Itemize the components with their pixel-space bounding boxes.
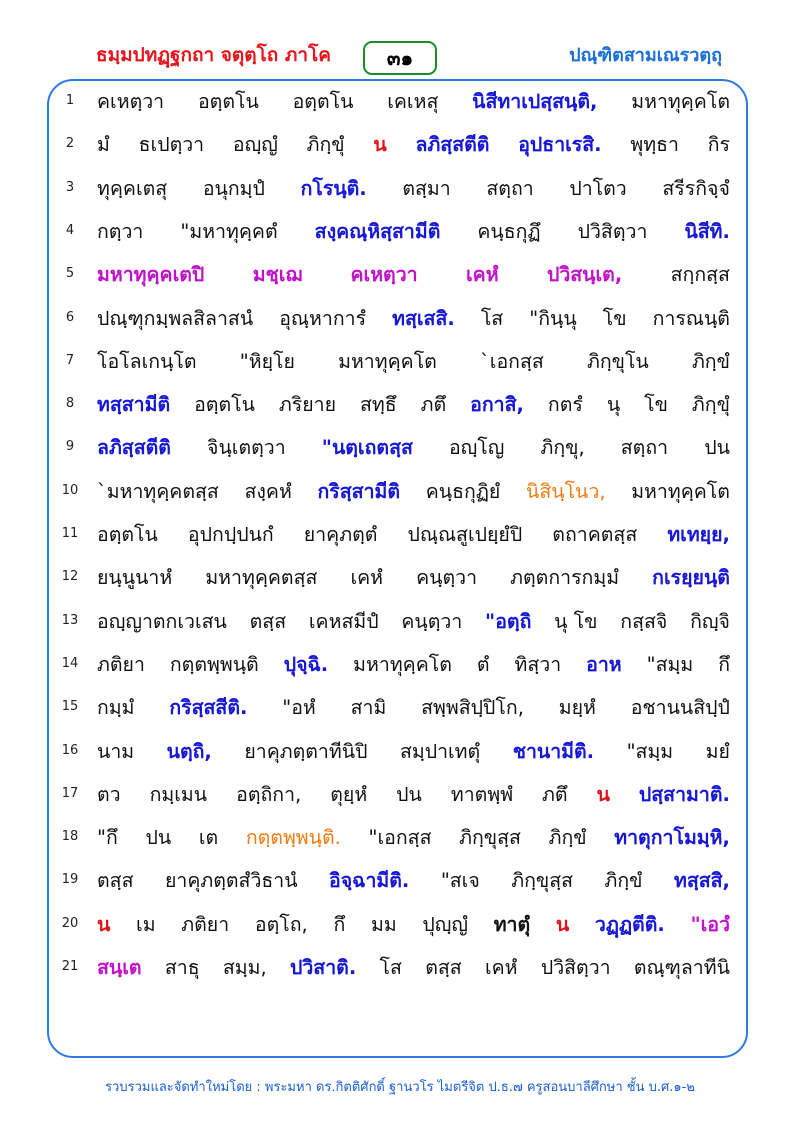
word: ปวิสาติ.: [289, 956, 357, 979]
word: อุณฺหาการํ: [279, 306, 367, 330]
word: ตว: [97, 782, 121, 806]
word: ทสฺเสสิ.: [392, 306, 455, 330]
line-number: 7: [65, 352, 75, 368]
word: สาธุ: [164, 956, 200, 979]
line-number: 11: [61, 526, 79, 541]
line-number: 5: [65, 266, 75, 282]
word: กเรยฺยนฺติ: [652, 566, 730, 590]
text-line: [60, 517, 730, 557]
word: ปณฺณสูเปยฺยํปิ: [407, 523, 523, 546]
word: มหาทุคฺคโต: [338, 349, 437, 373]
word: ภตึ: [542, 782, 568, 806]
word: อตฺตโน: [194, 393, 255, 417]
word: ปสฺสามาติ.: [638, 782, 730, 806]
line-text: [97, 606, 730, 637]
word: ภิกฺขํ: [548, 826, 587, 850]
word: เต: [198, 826, 219, 850]
line-text: [97, 216, 730, 247]
word: อชานนสิปฺปํ: [630, 696, 730, 720]
word: ภิกฺขุํ: [691, 393, 730, 417]
line-number: 12: [61, 569, 79, 585]
word: อตฺถิกา,: [236, 782, 302, 806]
word: ลภิสฺสตีติ: [415, 133, 490, 157]
word: วฏฺฏตีติ.: [594, 912, 665, 936]
word: "หิยฺโย: [239, 349, 295, 373]
line-text: [97, 865, 730, 896]
line-text: [97, 909, 730, 940]
text-line: [60, 171, 730, 211]
word: ภิกฺขํ: [691, 349, 730, 373]
word: กึ: [718, 652, 730, 676]
word: ตสฺส: [97, 869, 134, 893]
word: คเหตฺวา: [350, 263, 418, 287]
word: สงฺคหํ: [244, 479, 292, 503]
text-line: [60, 907, 730, 947]
word: ภิกฺขุโน: [586, 349, 649, 373]
word: ทิสฺวา: [514, 652, 562, 676]
word: ยาคุภตฺตํ: [303, 523, 378, 546]
line-number: 14: [61, 655, 79, 671]
word: ภติยา: [97, 652, 145, 676]
text-line: [60, 257, 730, 297]
word: กสฺสจิ: [620, 609, 668, 633]
line-number: 21: [61, 959, 79, 974]
text-line: [60, 430, 730, 470]
line-number: 17: [61, 785, 79, 801]
word: อญฺโญ: [448, 436, 505, 460]
text-line: [60, 387, 730, 427]
line-text: [97, 519, 730, 550]
word: สรีรกิจฺจํ: [662, 176, 730, 200]
word: อิจฺฉามีติ.: [329, 869, 410, 893]
text-line: [60, 950, 730, 990]
word: ทุคฺคเตสุ: [97, 176, 168, 200]
word: เคหํ: [466, 263, 499, 287]
word: คนฺธกุฏิยํ: [425, 479, 501, 503]
word: ภตึ: [420, 393, 447, 417]
text-line: [60, 214, 730, 254]
word: สตฺถา: [486, 176, 534, 200]
word: สมฺปาเทตุํ: [399, 739, 481, 763]
word: โข: [644, 393, 668, 417]
word: ภริยาย: [278, 393, 337, 417]
page-number-box: [363, 41, 437, 75]
word: นิสีทาเปสฺสนฺติ,: [472, 90, 598, 113]
word: สทฺธึ: [360, 393, 397, 417]
word: เคหสมีปํ: [308, 609, 379, 633]
word: สงฺคณฺหิสฺสามีติ: [314, 219, 441, 243]
word: คนฺตฺวา: [401, 609, 463, 633]
book-title: ธมฺมปทฏฺฐกถา จตุตฺโถ ภาโค: [96, 44, 332, 66]
word: "เอวํ: [690, 912, 730, 936]
line-number: 9: [65, 439, 75, 455]
word: ทเทยฺย,: [667, 523, 730, 546]
text-line: [60, 127, 730, 167]
word: อกาสิ,: [470, 393, 524, 417]
text-line: [60, 474, 730, 514]
word: "สมฺม: [646, 652, 694, 676]
word: ภิกฺขุ,: [540, 436, 585, 460]
line-number: 3: [65, 179, 75, 195]
word: กึ: [333, 912, 346, 936]
word: กตรํ: [547, 393, 583, 417]
word: ตถาคตสฺส: [552, 523, 638, 546]
word: `เอกสฺส: [480, 349, 544, 373]
word: ชานามีติ.: [512, 739, 595, 763]
word: กโรนฺติ.: [300, 176, 367, 200]
word: มหาทุคฺคเตปิ: [97, 263, 205, 287]
word: อุปกปฺปนกํ: [187, 523, 274, 546]
word: กริสฺสสีติ.: [169, 696, 248, 720]
word: น: [555, 912, 570, 936]
line-text: [97, 432, 730, 463]
word: น: [596, 782, 610, 806]
line-number: 15: [61, 699, 79, 715]
word: สตฺถา: [620, 436, 669, 460]
word: ปน: [396, 782, 422, 806]
word: นตฺถิ,: [166, 739, 212, 763]
word: กิญฺจิ: [690, 609, 730, 633]
word: การณนฺติ: [652, 306, 730, 330]
text-line: [60, 647, 730, 687]
word: สพฺพสิปฺปิโก,: [421, 696, 524, 720]
word: เคหํ: [484, 956, 518, 979]
text-line: [60, 863, 730, 903]
word: กมฺมํ: [97, 696, 135, 720]
text-line: [60, 604, 730, 644]
word: เคเหสุ: [387, 90, 439, 113]
word: "อหํ: [282, 696, 316, 720]
word: จินฺเตตฺวา: [207, 436, 286, 460]
word: "นตฺเถตสฺส: [321, 436, 413, 460]
word: มยํ: [705, 739, 730, 763]
word: ปวิสนฺเต,: [546, 263, 623, 287]
word: เม: [136, 912, 156, 936]
line-text: [97, 649, 730, 680]
word: คเหตฺวา: [97, 90, 165, 113]
text-line: [60, 734, 730, 774]
line-text: [97, 129, 730, 160]
word: ตณฺฑุลาทีนิ: [633, 956, 730, 979]
line-text: [97, 173, 730, 204]
word: มชฺเฌ: [252, 263, 303, 287]
line-text: [97, 952, 730, 983]
line-number: 19: [61, 872, 79, 888]
word: ธเปตฺวา: [138, 133, 205, 157]
word: น: [97, 912, 111, 936]
word: อญฺญํ: [232, 133, 278, 157]
word: ทสฺสามีติ: [97, 393, 171, 417]
text-line: [60, 690, 730, 730]
text-line: [60, 820, 730, 860]
word: นิสินฺโนว,: [526, 479, 606, 503]
line-text: [97, 346, 730, 377]
word: "กินฺนุ: [529, 306, 577, 330]
word: ทาตุกาโมมฺหิ,: [614, 826, 730, 850]
text-line: [60, 84, 730, 124]
text-line: [60, 560, 730, 600]
text-line: [60, 777, 730, 817]
word: "อตฺถิ: [485, 609, 532, 633]
word: โส: [379, 956, 402, 979]
word: น: [373, 133, 387, 157]
line-text: [97, 822, 730, 853]
word: นุ โข: [554, 609, 598, 633]
word: มม: [370, 912, 397, 936]
text-line: [60, 344, 730, 384]
word: พุทฺธา: [630, 133, 679, 157]
line-number: 4: [65, 222, 75, 238]
word: ปาโตว: [569, 176, 627, 200]
word: "สมฺม: [626, 739, 674, 763]
word: โข: [602, 306, 627, 330]
word: ปุจฺฉิ.: [283, 652, 329, 676]
line-number: 1: [65, 93, 75, 108]
word: ภิกฺขุํ: [306, 133, 345, 157]
line-number: 13: [61, 612, 79, 628]
page-number: ๓๑: [386, 46, 414, 70]
word: เคหํ: [350, 566, 384, 590]
word: ภติยา: [181, 912, 230, 936]
word: "เอกสฺส: [368, 826, 432, 850]
word: อตฺตโน: [197, 90, 259, 113]
word: ยาคุภตฺตสํวิธานํ: [164, 869, 298, 893]
word: "สเจ: [440, 869, 480, 893]
word: ภิกฺขํ: [604, 869, 643, 893]
line-number: 16: [61, 742, 79, 758]
word: ปณฺฑุกมฺพลสิลาสนํ: [97, 306, 254, 330]
word: โส: [480, 306, 504, 330]
line-text: [97, 562, 730, 593]
word: กตฺตพฺพนฺติ: [169, 652, 259, 676]
word: ปวิสิตฺวา: [540, 956, 611, 979]
line-text: [97, 259, 730, 290]
word: "มหาทุคฺคตํ: [180, 219, 278, 243]
word: อตฺตโน: [292, 90, 354, 113]
line-number: 10: [61, 482, 79, 498]
word: ปน: [145, 826, 172, 850]
word: อตฺโถ,: [254, 912, 308, 936]
word: ทาตุํ: [493, 912, 531, 936]
word: ปวิสิตฺวา: [577, 219, 648, 243]
line-text: [97, 86, 730, 117]
word: "กึ: [97, 826, 118, 850]
word: ทาตพฺพํ: [450, 782, 514, 806]
word: นิสีทิ.: [684, 219, 730, 243]
word: อนุกมฺปํ: [202, 176, 265, 200]
word: อุปธาเรสิ.: [518, 133, 602, 157]
word: ภตฺตการกมฺมํ: [510, 566, 620, 590]
word: กตฺตพฺพนฺติ.: [245, 826, 341, 850]
line-text: [97, 476, 730, 507]
line-number: 2: [65, 136, 75, 152]
word: มหาทุคฺคโต: [353, 652, 452, 676]
line-number: 6: [65, 309, 75, 325]
word: กิร: [707, 133, 730, 157]
word: นาม: [97, 739, 135, 763]
word: คนฺธกุฏึ: [477, 219, 541, 243]
word: ปน: [704, 436, 730, 460]
word: ยนฺนูนาหํ: [97, 566, 173, 590]
word: อญฺญาตกเวเสน: [97, 609, 227, 633]
word: มหาทุคฺคตสฺส: [205, 566, 318, 590]
line-text: [97, 303, 730, 334]
line-number: 20: [61, 915, 79, 931]
line-text: [97, 692, 730, 723]
word: คนฺตฺวา: [416, 566, 478, 590]
word: ตํ: [476, 652, 490, 676]
word: สามิ: [350, 696, 387, 720]
text-line: [60, 301, 730, 341]
word: สกฺกสฺส: [670, 263, 730, 287]
word: ทสฺสสิ,: [673, 869, 730, 893]
word: สมฺม,: [222, 956, 267, 979]
word: อาห: [586, 652, 622, 676]
word: กตฺวา: [97, 219, 144, 243]
word: มยฺหํ: [558, 696, 596, 720]
word: ยาคุภตฺตาทีนิปิ: [244, 739, 368, 763]
word: ตสฺมา: [402, 176, 451, 200]
word: มหาทุคฺคโต: [631, 479, 730, 503]
footer-credit: รวบรวมและจัดทำใหม่โดย : พระมหา ดร.กิตติศักดิ์ ฐานวโร ไมตรีจิต ป.ธ.๗ ครูสอนบาลีศึกษา ชั้น บ.ศ.๑-๒: [105, 1080, 695, 1095]
word: กริสฺสามีติ: [317, 479, 401, 503]
word: ลภิสฺสตีติ: [97, 436, 171, 460]
word: โอโลเกนฺโต: [97, 349, 197, 373]
word: ภิกฺขุสฺส: [459, 826, 521, 850]
word: มหาทุคฺคโต: [631, 90, 730, 113]
word: มํ: [97, 133, 110, 157]
line-text: [97, 389, 730, 420]
word: ปุญฺญํ: [422, 912, 468, 936]
word: สนฺเต: [97, 956, 142, 979]
line-number: 8: [65, 396, 75, 412]
line-text: [97, 779, 730, 810]
word: ตุยฺหํ: [330, 782, 368, 806]
word: กมฺเมน: [149, 782, 208, 806]
word: นุ: [606, 393, 621, 417]
story-title: ปณฺฑิตสามเณรวตฺถุ: [569, 45, 722, 66]
line-number: 18: [61, 829, 79, 845]
word: ตสฺส: [425, 956, 462, 979]
word: ตสฺส: [249, 609, 287, 633]
word: `มหาทุคฺคตสฺส: [97, 479, 219, 503]
word: อตฺตโน: [97, 523, 158, 546]
word: ภิกฺขุสฺส: [511, 869, 574, 893]
line-text: [97, 736, 730, 767]
